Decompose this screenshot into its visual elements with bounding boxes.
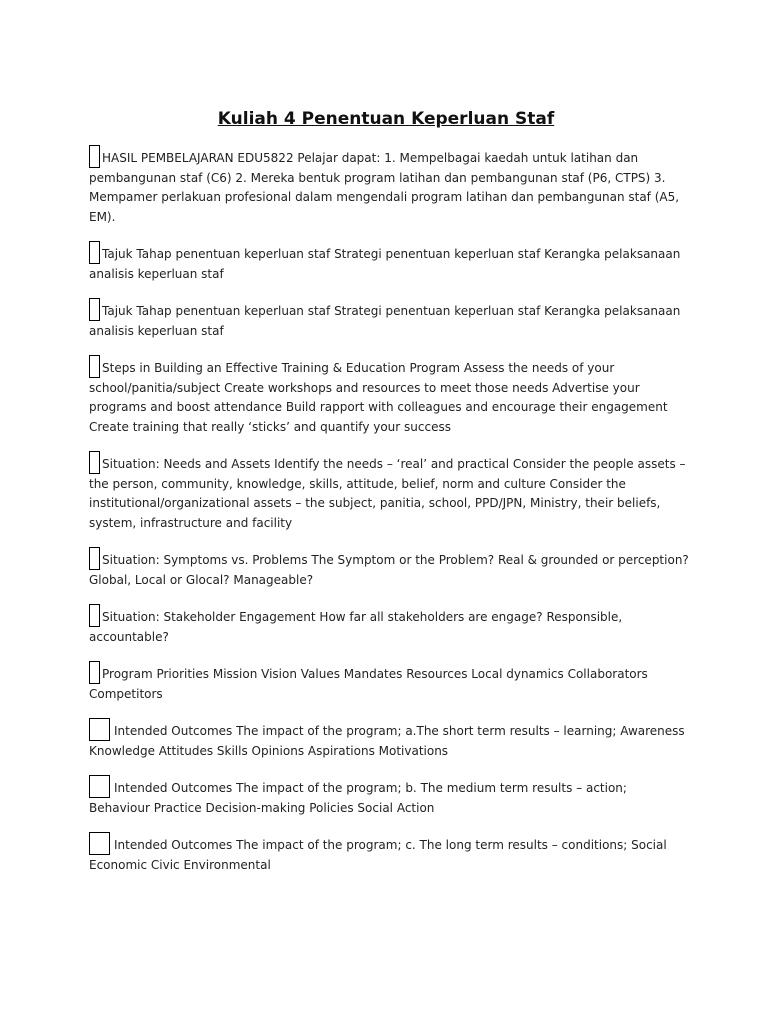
paragraph-learning-outcomes	[89, 145, 689, 227]
missing-glyph-box-icon	[89, 604, 100, 627]
missing-glyph-box-icon	[89, 718, 110, 741]
paragraph-text: Intended Outcomes The impact of the program; a.The short term results – learning; Awareness Knowledge Attitudes Skills Opinions Aspirations Motivations	[89, 724, 685, 758]
paragraph-outcomes-medium	[89, 775, 689, 818]
missing-glyph-box-icon	[89, 547, 100, 570]
paragraph-tajuk-1	[89, 241, 689, 284]
missing-glyph-box-icon	[89, 661, 100, 684]
missing-glyph-box-icon	[89, 451, 100, 474]
paragraph-text: Situation: Symptoms vs. Problems The Symptom or the Problem? Real & grounded or perception? Global, Local or Glocal? Manageable?	[89, 553, 689, 587]
paragraph-outcomes-long	[89, 832, 689, 875]
paragraph-text: Situation: Stakeholder Engagement How far all stakeholders are engage? Responsible, accountable?	[89, 610, 623, 644]
missing-glyph-box-icon	[89, 145, 100, 168]
paragraph-training-steps	[89, 355, 689, 437]
paragraph-text: Intended Outcomes The impact of the program; c. The long term results – conditions; Social Economic Civic Environmental	[89, 838, 667, 872]
missing-glyph-box-icon	[89, 832, 110, 855]
missing-glyph-box-icon	[89, 241, 100, 264]
paragraph-text: HASIL PEMBELAJARAN EDU5822 Pelajar dapat: 1. Mempelbagai kaedah untuk latihan dan pembangunan staf (C6) 2. Mereka bentuk program latihan dan pembangunan staf (P6, CTPS) 3. Mempamer perlakuan profesional dalam mengendali program latihan dan pembangunan staf (A5, EM).	[89, 151, 680, 224]
paragraph-text: Tajuk Tahap penentuan keperluan staf Strategi penentuan keperluan staf Kerangka pelaksanaan analisis keperluan staf	[89, 247, 681, 281]
paragraph-stakeholder	[89, 604, 689, 647]
paragraph-text: Tajuk Tahap penentuan keperluan staf Strategi penentuan keperluan staf Kerangka pelaksanaan analisis keperluan staf	[89, 304, 681, 338]
missing-glyph-box-icon	[89, 775, 110, 798]
paragraph-outcomes-short	[89, 718, 689, 761]
document-title: Kuliah 4 Penentuan Keperluan Staf	[217, 109, 555, 129]
missing-glyph-box-icon	[89, 298, 100, 321]
paragraph-text: Program Priorities Mission Vision Values Mandates Resources Local dynamics Collaborators Competitors	[89, 667, 648, 701]
paragraph-text: Steps in Building an Effective Training & Education Program Assess the needs of your school/panitia/subject Create workshops and resources to meet those needs Advertise your programs and boost attendance Build rapport with colleagues and encourage their engagement Create training that really ‘sticks’ and quantify your success	[89, 361, 668, 434]
paragraph-needs-assets	[89, 451, 689, 533]
paragraph-symptoms-problems	[89, 547, 689, 590]
paragraph-program-priorities	[89, 661, 689, 704]
missing-glyph-box-icon	[89, 355, 100, 378]
paragraph-text: Intended Outcomes The impact of the program; b. The medium term results – action; Behaviour Practice Decision-making Policies Social Action	[89, 781, 627, 815]
paragraph-tajuk-2	[89, 298, 689, 341]
paragraph-text: Situation: Needs and Assets Identify the needs – ‘real’ and practical Consider the people assets – the person, community, knowledge, skills, attitude, belief, norm and culture Consider the institutional/organizational assets – the subject, panitia, school, PPD/JPN, Ministry, their beliefs, system, infrastructure and facility	[89, 457, 686, 530]
